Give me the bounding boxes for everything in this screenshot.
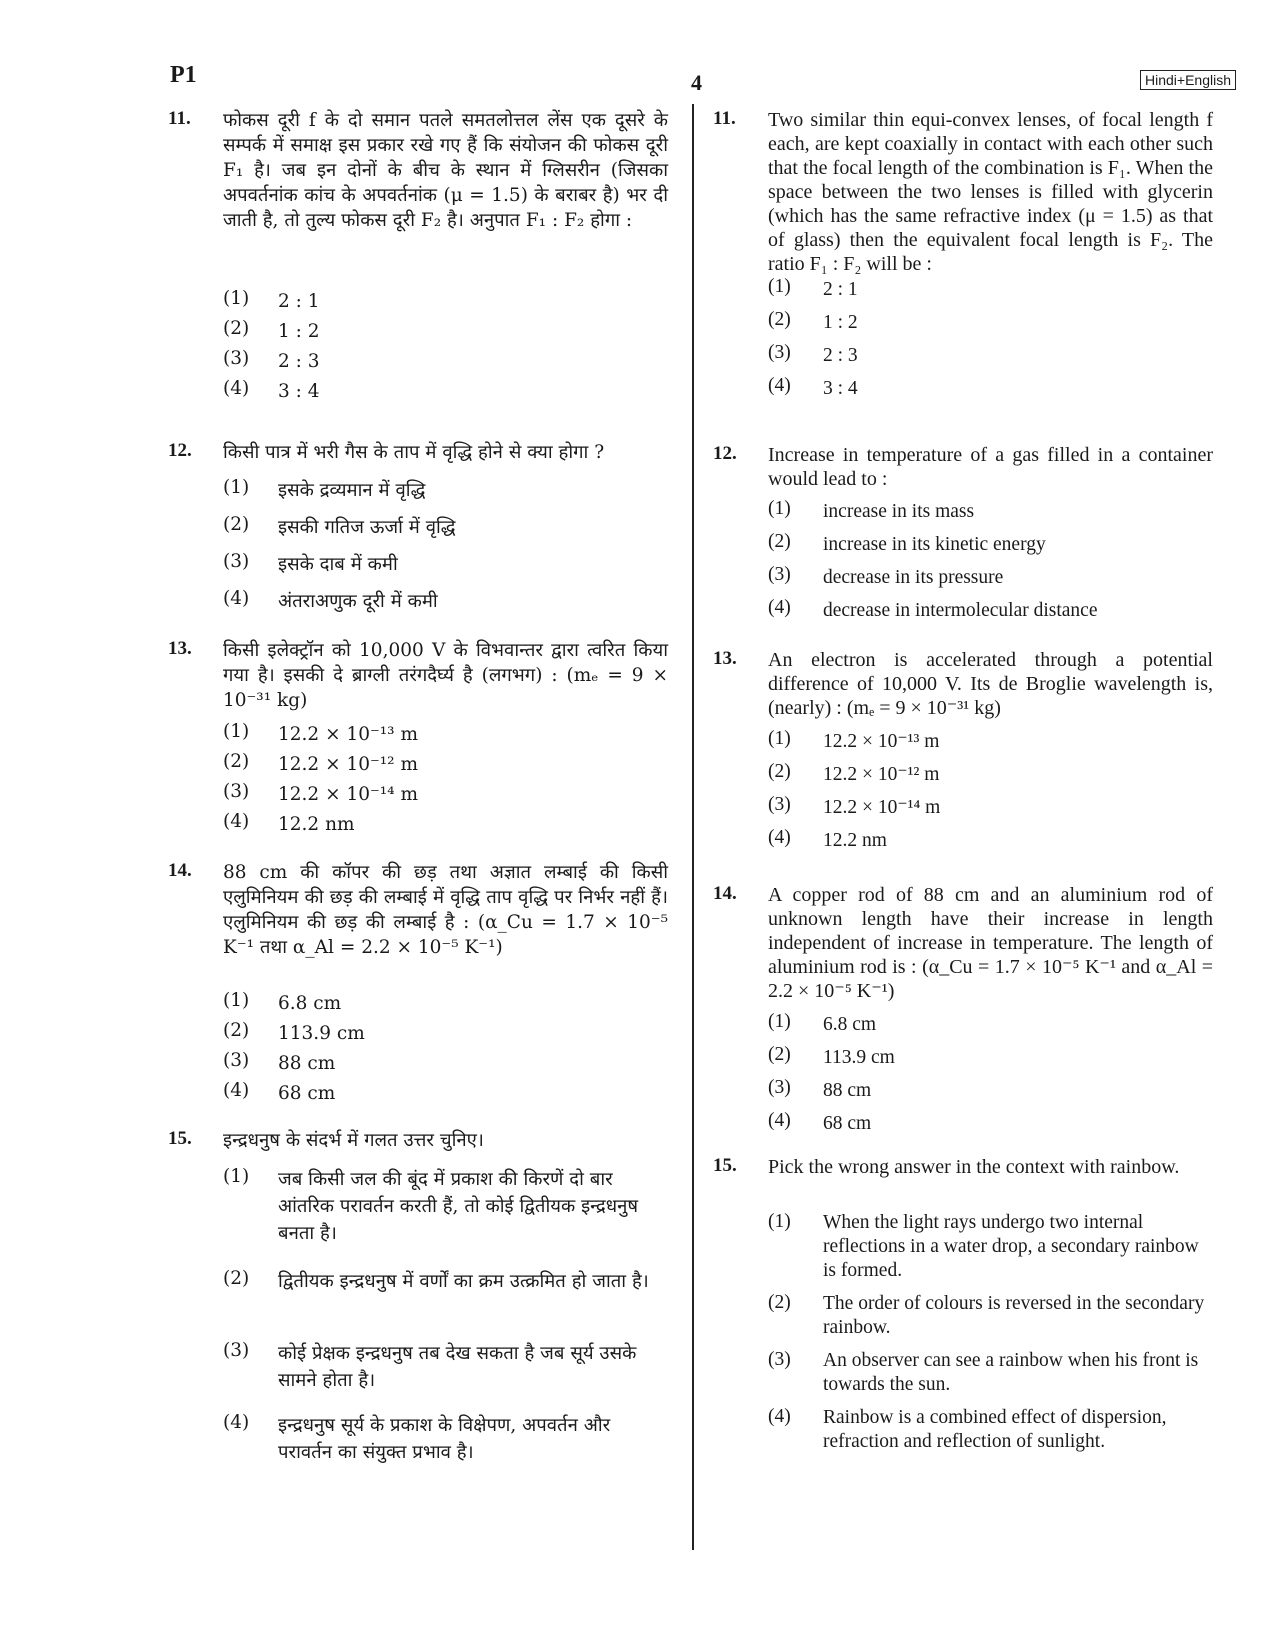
question-text: Two similar thin equi-convex lenses, of focal length f each, are kept coaxially in contact with each other such that the focal length of the combination is F₁. When the space between the two lenses is filled with glycerin (which has the same refractive index (μ = 1.5) as that of glass) then the equivalent focal length is F₂. The ratio F₁ : F₂ will be : <box>768 109 1213 275</box>
question-text: Increase in temperature of a gas filled in a container would lead to : <box>768 444 1213 490</box>
question-text: An electron is accelerated through a potential difference of 10,000 V. Its de Broglie wavelength is, (nearly) : (mₑ = 9 × 10⁻³¹ kg) <box>768 649 1213 719</box>
question-number: 14. <box>168 860 192 881</box>
question-number: 13. <box>713 648 737 669</box>
question-text: किसी इलेक्ट्रॉन को 10,000 V के विभवान्तर द्वारा त्वरित किया गया है। इसकी दे ब्राग्ली तरंगदैर्घ्य है (लगभग) : (mₑ = 9 × 10⁻³¹ kg) <box>223 640 668 711</box>
column-divider <box>692 104 694 1550</box>
question-number: 11. <box>713 108 736 129</box>
page-number: 4 <box>691 70 702 95</box>
question-number: 12. <box>713 443 737 464</box>
question-text: 88 cm की कॉपर की छड़ तथा अज्ञात लम्बाई की किसी एलुमिनियम की छड़ की लम्बाई में वृद्धि ताप वृद्धि पर निर्भर नहीं हैं। एलुमिनियम की छड़ की लम्बाई है : (α_Cu = 1.7 × 10⁻⁵ K⁻¹ तथा α_Al = 2.2 × 10⁻⁵ K⁻¹) <box>223 862 668 958</box>
language-badge: Hindi+English <box>1140 70 1236 90</box>
question-text: Pick the wrong answer in the context with rainbow. <box>768 1156 1180 1178</box>
question-number: 12. <box>168 440 192 461</box>
question-number: 14. <box>713 883 737 904</box>
paper-code: P1 <box>170 62 197 88</box>
question-number: 11. <box>168 108 191 129</box>
question-number: 15. <box>713 1155 737 1176</box>
question-number: 13. <box>168 638 192 659</box>
question-number: 15. <box>168 1128 192 1149</box>
question-text: इन्द्रधनुष के संदर्भ में गलत उत्तर चुनिए। <box>223 1130 484 1151</box>
question-text: A copper rod of 88 cm and an aluminium rod of unknown length have their increase in length independent of increase in temperature. The length of aluminium rod is : (α_Cu = 1.7 × 10⁻⁵ K⁻¹ and α_Al = 2.2 × 10⁻⁵ K⁻¹) <box>768 884 1213 1002</box>
question-text: फोकस दूरी f के दो समान पतले समतलोत्तल लेंस एक दूसरे के सम्पर्क में समाक्ष इस प्रकार रखे गए हैं कि संयोजन की फोकस दूरी F₁ है। जब इन दोनों के बीच के स्थान में ग्लिसरीन (जिसका अपवर्तनांक कांच के अपवर्तनांक (μ = 1.5) के बराबर है) भर दी जाती है, तो तुल्य फोकस दूरी F₂ है। अनुपात F₁ : F₂ होगा : <box>223 110 668 231</box>
question-text: किसी पात्र में भरी गैस के ताप में वृद्धि होने से क्या होगा ? <box>223 442 605 463</box>
